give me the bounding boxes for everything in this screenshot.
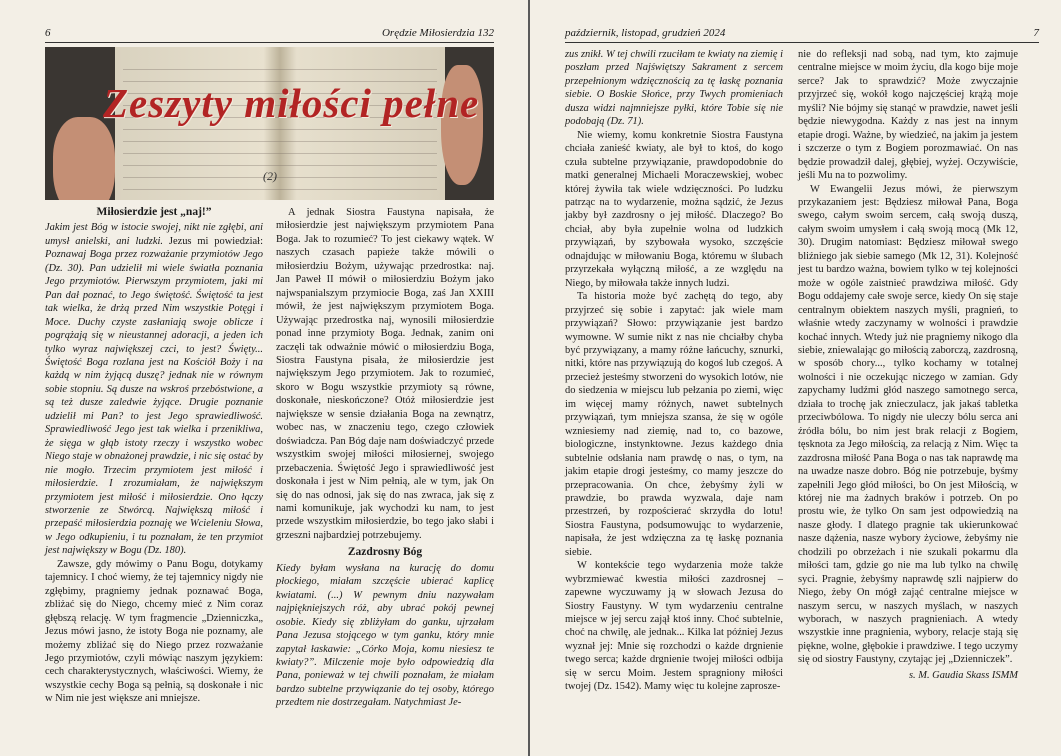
running-head: Orędzie Miłosierdzia 132 xyxy=(381,27,494,39)
body-paragraph: W kontekście tego wydarzenia może także wybrzmiewać kwestia miłości zazdrosnej – zapewne wyczuwamy ją w słowach Jezusa do Siostry Faustyny. W tym wydarzeniu centralne miejsce w jej sercu zajął ktoś inny. Choć subtelnie, choć na chwilę, ale jednak... Kilka lat później Jezus wyznał jej: Mnie się rozchodzi o każde drgnienie twego serca; każde drgnienie twojej miłości odbija się w sercu Moim. Jestem spragniony miłości twojej (Dz. 1542). Mamy więc tu kolejne zaprosze- xyxy=(565,560,783,693)
header-rule xyxy=(45,42,494,43)
page-number: 7 xyxy=(1033,27,1039,39)
right-page xyxy=(530,0,1061,756)
section-heading: Miłosierdzie jest „naj!” xyxy=(96,206,212,218)
body-paragraph: A jednak Siostra Faustyna napisała, że miłosierdzie jest największym przymiotem Pana Boga. Jak to rozumieć? To jest ciekawy wątek. W naszych czasach papieże także mówili o miłosierdziu Bożym, używając przedrostka: naj. Jan Paweł II mówił o miłosierdziu Bożym jako najwspanialszym przymiocie Boga, zaś Jan XXIII mówił, że jest największym przymiotem Boga. Używając przedrostka naj, wynosili miłosierdzie ponad inne przymioty Boga. Jednak, zanim oni zaczęli tak odważnie mówić o miłosierdziu Boga, Siostra Faustyna pisała, że miłosierdzie jest największym Jego przymiotem. Jak to rozumieć, skoro w Bogu wszystkie przymioty są równe, doskonałe, nieskończone? Otóż miłosierdzie jest największe w sensie działania Boga na zewnątrz, wobec nas, w znaczeniu tego, czego człowiek doświadcza. Pan Bóg daje nam doświadczyć przede wszystkim swojej miłości miłosiernej, swojego przebaczenia. Świętość Jego i sprawiedliwość jest doskonała i jest w Nim pełnią, ale w tym, jak On się do nas odnosi, jak się do nas zwraca, jak się z nami komunikuje, jak wychodzi ku nam, to jest przede wszystkim miłosierdzie, bo tego jako słabi i grzeszni najbardziej potrzebujemy. xyxy=(276,207,494,541)
quote-paragraph: Kiedy byłam wysłana na kurację do domu płockiego, miałam szczęście ubierać kaplicę kwiatami. (...) W pewnym dniu nazywałam najpiękniejszych róż, aby ubrać pokój pewnej osobie. Kiedy się zbliżyłam do ganku, ujrzałam Pana Jezusa stojącego w tym ganku, który mnie zapytał łaskawie: „Córko Moja, komu niesiesz te kwiaty?”. Milczenie moje było odpowiedzią dla Pana, ponieważ w tej chwili poznałam, że miałam bardzo subtelne przywiązanie do tej osoby, którego przedtem nie dostrzegałam. Natychmiast Je- xyxy=(276,562,494,709)
left-column-2 xyxy=(276,206,494,710)
body-paragraph: nie do refleksji nad sobą, nad tym, kto zajmuje centralne miejsce w moim życiu, dla kogo bije moje serce? Jak to sprawdzić? Może zwyczajnie przyjrzeć się, wokół kogo najczęściej krążą moje myśli? Nie bójmy się stanąć w prawdzie, nawet jeśli będzie niewygodna. Każdy z nas jest na innym etapie drogi. Ważne, by wiedzieć, na jakim ja jestem i szczerze o tym z Bogiem porozmawiać. On nas będzie prowadził dalej, głębiej, wyżej. Oczywiście, jeśli Mu na to pozwolimy. xyxy=(798,49,1018,182)
article-banner xyxy=(45,47,494,200)
left-page xyxy=(0,0,528,756)
quote-paragraph: Jakim jest Bóg w istocie swojej, nikt nie zgłębi, ani umysł anielski, ani ludzki. Jezus mi powiedział: Poznawaj Boga przez rozważanie przymiotów Jego (Dz. 30). Pan udzielił mi wiele światła poznania Jego przymiotów. Pierwszym przymiotem, jaki mi Pan dał poznać, to Jego świętość. Świętość ta jest tak wielka, że drżą przed Nim wszystkie Potęgi i Moce. Duchy czyste zasłaniają swoje oblicze i pogrążają się w nieustannej adoracji, a jeden ich tylko wyraz największej czci, to jest? Święty... Świętość Boga rozlana jest na Kościół Boży i na każdą w nim żyjącą duszę? jednak nie w równym sobie stopniu. Są dusze na wskroś przebóstwione, a są też dusze zaledwie żyjące. Drugie poznanie udzielił mi Pan? to jest Jego sprawiedliwość. Sprawiedliwość Jego jest tak wielka i przenikliwa, że sięga w głąb istoty rzeczy i wszystko wobec Niego staje w obnażonej prawdzie, i nic się ostać by nie mogło. Trzecim przymiotem jest miłość i miłosierdzie. I zrozumiałam, że największym przymiotem jest miłość i miłosierdzie. Ono łączy stworzenie ze Stwórcą. Największą miłość i przepaść miłosierdzia poznaję we Wcieleniu Słowa, w Jego odkupieniu, i tu poznałam, że ten przymiot jest największy w Bogu (Dz. 180). xyxy=(45,222,264,557)
page-number: 6 xyxy=(45,27,51,39)
banner-title: Zeszyty miłości pełne xyxy=(103,80,480,126)
section-heading: Zazdrosny Bóg xyxy=(347,546,423,559)
header-rule xyxy=(565,42,1039,43)
body-paragraph: Ta historia może być zachętą do tego, aby przyjrzeć się sobie i zapytać: jak wiele mam przywiązań? Słowo: przywiązanie jest bardzo wymowne. W sumie nikt z nas nie chciałby chyba być przywiązany, a mamy różne łańcuchy, sznurki, nitki, które nas przywiązują do kogoś lub czegoś. A przecież jesteśmy stworzeni do wysokich lotów, nie do siedzenia w miejscu lub pełzania po ziemi, więc im więcej mamy różnych, nawet subtelnych przywiązań, tym mniejsza szansa, że się w ogóle wzniesiemy nad ziemię, nad to, co bazowe, biologiczne, instynktowne. Jezus każdego dnia subtelnie odsłania nam prawdę o nas, o tym, na jakim etapie drogi jesteśmy, co mamy jeszcze do przepracowania. On chce, żebyśmy żyli w prawdzie, bo prawda wyzwala, daje nam przestrzeń, by rozpościerać skrzydła do lotu! Siostra Faustyna, podsumowując to wydarzenie, napisała, że jest wdzięczna za tę łaskę poznania siebie. xyxy=(565,291,783,558)
left-hand xyxy=(53,117,115,200)
running-head: październik, listopad, grudzień 2024 xyxy=(565,27,726,39)
quote-paragraph: zus znikł. W tej chwili rzuciłam te kwiaty na ziemię i poszłam przed Najświętszy Sakrament z sercem przepełnionym wdzięcznością za tę łaskę poznania siebie. O Boskie Słońce, przy Twych promieniach dusza widzi najmniejsze pyłki, które Tobie się nie podobają (Dz. 71). xyxy=(565,49,783,128)
body-paragraph: W Ewangelii Jezus mówi, że pierwszym przykazaniem jest: Będziesz miłował Pana, Boga swego, całym swoim sercem, całą swoją duszą, całym swoim umysłem i całą swoją mocą (Mk 12, 30). Drugim natomiast: Będziesz miłował swego bliźniego jak siebie samego (Mk 12, 31). Kolejność jest tu bardzo ważna, bowiem tylko w tej kolejności może w ogóle zaistnieć prawdziwa miłość. Gdy Bogu oddajemy całe swoje serce, kiedy On się staje centralnym obiektem naszych myśli, pragnień, to właśnie wtedy zaczynamy w wolności i prawdzie kochać innych. Wtedy już nie pragniemy nikogo dla siebie, zniewalając go miłością zaborczą, zazdrosną, w sposób chory..., tylko kochamy w totalnej wolności i nie oczekując niczego w zamian. Gdy zapychamy ludźmi głód naszego samotnego serca, działa to trochę jak znieczulacz, jak jakaś tabletka przeciwbólowa. To nigdy nie uleczy bólu serca ani źródła bólu, bo nim jest brak relacji z Bogiem, tęsknota za Jego miłością, za relacją z Nim. Więc ta zazdrosna miłość Pana Boga o nas tak naprawdę ma na uwadze nasze dobro. Bóg nie potrzebuje, byśmy zapełnili Jego głód miłości, bo On jest Miłością, w której nie ma żadnych braków i potrzeb. On po prostu wie, że tylko On sam jest odpowiedzią na nasze głody. I dlatego pragnie tak ukierunkować nasze dążenia, nasze wybory życiowe, żebyśmy nie chodzili po obrzeżach i nie szukali pokarmu dla miłości tam, gdzie go nie ma lub tylko na chwilę syci. Pragnie, żebyśmy naprawdę szli najpierw do Niego, żeby On mógł zająć centralne miejsce w naszym sercu, w naszych myślach, w naszych wyborach, w naszych pragnieniach. A wtedy wszystkie inne pragnienia, wybory, relacje stają się piękne, wolne, głębokie i prawdziwe. I tego uczymy się od siostry Faustyny, czytając jej „Dzienniczek”. xyxy=(798,183,1018,666)
author-signature: s. M. Gaudia Skass ISMM xyxy=(908,669,1018,681)
body-paragraph: Nie wiemy, komu konkretnie Siostra Faustyna chciała zanieść kwiaty, ale był to ktoś, do kogo czuła subtelne przywiązanie, prawdopodobnie do matki generalnej Michaeli Moraczewskiej, wobec której żywiła tak wiele wdzięczności. Po ludzku patrząc na to wydarzenie, można sądzić, że Jezus jakby był zazdrosny o jej miłość. Dlaczego? Bo chciał, aby była zupełnie wolna od ludzkich przywiązań, by szybowała wysoko, szczęście odnajdując w miłowaniu Boga, któremu w ślubach przyrzekała wyłączną miłość, a ze względu na Niego, by miłowała także innych ludzi. xyxy=(565,129,783,289)
body-paragraph: Zawsze, gdy mówimy o Panu Bogu, dotykamy tajemnicy. I choć wiemy, że tej tajemnicy nigdy nie zgłębimy, pragniemy jednak poznawać Boga, zbliżać się do Niego, chcemy mieć z Nim coraz głębszą relację. W tym fragmencie „Dzienniczka„ Jezus mówi jasno, że istoty Boga nie poznamy, ale możemy zbliżać się do Niego przez rozważanie Jego przymiotów, czyli mówiąc naszym językiem: cech charakterystycznych, właściwości. Wiemy, że wszystkie cechy Boga są pełnią, są doskonałe i nic w Nim nie jest większe ani mniejsze. xyxy=(45,558,263,705)
right-column-2 xyxy=(798,48,1018,682)
banner-number: (2) xyxy=(263,169,277,183)
right-column-1 xyxy=(565,48,783,694)
left-column-1 xyxy=(45,206,263,706)
